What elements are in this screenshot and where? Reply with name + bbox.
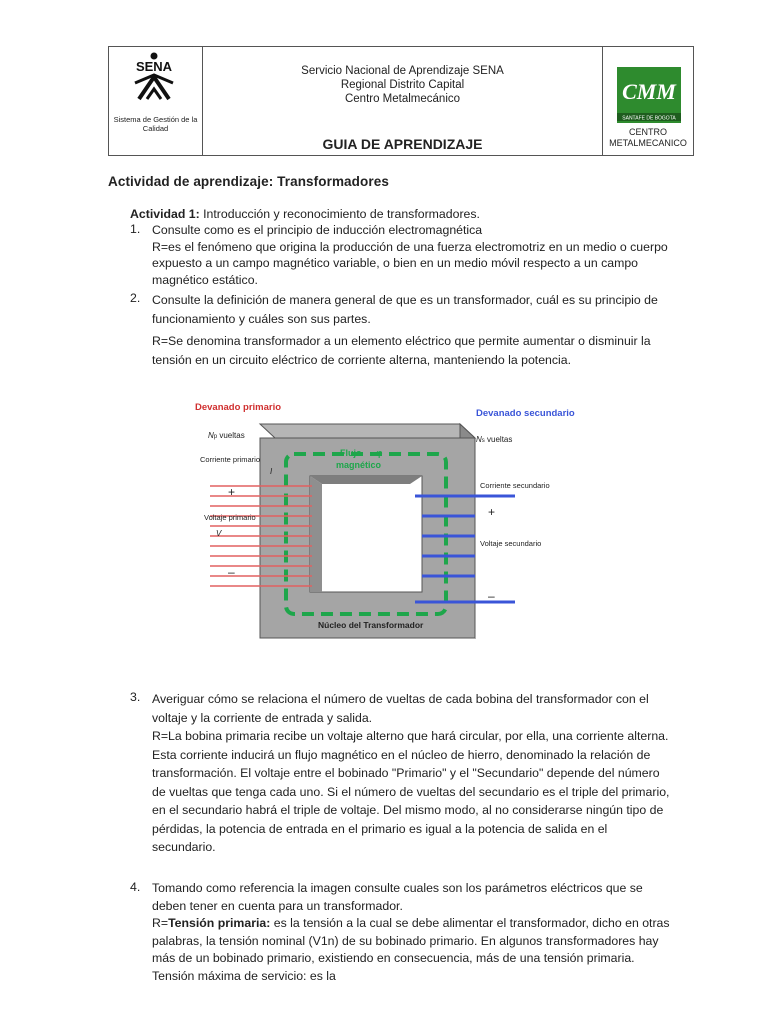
- list-item: [152, 291, 672, 369]
- transformer-figure: [190, 396, 575, 644]
- primary-voltage-symbol: V: [216, 529, 222, 538]
- list-item: [152, 222, 672, 288]
- turns-word: vueltas: [219, 431, 245, 440]
- answer-term: Tensión primaria:: [168, 916, 271, 930]
- sena-logo-text: SENA: [135, 59, 173, 74]
- answer-text: es la tensión a la cual se debe alimentar el transformador, dicho en otras palabras, la tensión nominal (V1n) de su bobinado primario. En algunos transformadores hay más de un bobinado primario, existiendo en consecuencia, más de una tensión primaria. Tensión máxima de servicio: es la: [152, 916, 670, 983]
- activity-title: Actividad de aprendizaje: Transformadores: [108, 174, 389, 189]
- item-number: 1.: [130, 222, 141, 236]
- primary-turns-sub: p: [213, 434, 218, 440]
- flux-label: Flujo: [340, 448, 362, 458]
- sena-logo-cell: [109, 47, 203, 155]
- primary-voltage-label: Voltaje primario: [204, 513, 256, 522]
- item-question: Consulte la definición de manera general de que es un transformador, cuál es su principio de funcionamiento y cuáles son sus partes.: [152, 293, 658, 326]
- primary-winding-label: Devanado primario: [195, 402, 282, 413]
- secondary-turns-sub: s: [481, 438, 485, 444]
- item-answer: R=Se denomina transformador a un elemento eléctrico que permite aumentar o disminuir la tensión en un circuito eléctrico de corriente alterna, manteniendo la potencia.: [152, 334, 651, 367]
- actividad-1-label: Actividad 1:: [130, 207, 200, 221]
- primary-plus: +: [228, 485, 236, 499]
- item-question: Consulte como es el principio de inducción electromagnética: [152, 223, 483, 237]
- secondary-turns-symbol: N: [476, 435, 482, 444]
- secondary-minus: –: [488, 589, 495, 603]
- item-answer: [152, 915, 672, 985]
- cm-logo-text: CMM: [622, 79, 676, 104]
- flux-symbol: φ: [376, 448, 383, 458]
- item-number: 3.: [130, 690, 141, 704]
- doc-type-title: GUIA DE APRENDIZAJE: [322, 136, 483, 152]
- item-number: 4.: [130, 880, 141, 894]
- institution-line: Regional Distrito Capital: [340, 79, 465, 91]
- flux-label-2: magnético: [336, 460, 382, 470]
- item-question: Tomando como referencia la imagen consulte cuales son los parámetros eléctricos que se deben tener en cuenta para un transformador.: [152, 881, 643, 913]
- primary-current-label: Corriente primario: [200, 455, 261, 464]
- cm-logo: [603, 47, 695, 127]
- secondary-voltage-label: Voltaje secundario: [480, 539, 542, 548]
- turns-word: vueltas: [487, 435, 513, 444]
- item-question: Averiguar cómo se relaciona el número de vueltas de cada bobina del transformador con el voltaje y la corriente de entrada y salida.: [152, 692, 649, 725]
- institution-block: [203, 64, 602, 106]
- sena-logo: [109, 47, 203, 113]
- secondary-plus: +: [488, 505, 496, 519]
- item-answer: R=es el fenómeno que origina la producción de una fuerza electromotriz en un medio o cuerpo expuesto a un campo magnético variable, o bien en un medio móvil respecto a un campo magnético estático.: [152, 239, 668, 287]
- cm-logo-cell: [603, 47, 693, 155]
- institution-line: Servicio Nacional de Aprendizaje SENA: [301, 65, 504, 77]
- svg-text:Np vueltas: [208, 431, 245, 440]
- institution-line: Centro Metalmecánico: [344, 93, 461, 105]
- list-item: [152, 690, 672, 857]
- title-cell: [203, 47, 603, 155]
- header-table: [108, 46, 694, 156]
- primary-current-symbol: I: [270, 467, 273, 476]
- actividad-1-line: [130, 206, 480, 223]
- secondary-current-label: Corriente secundario: [480, 481, 550, 490]
- sena-caption: Sistema de Gestión de la Calidad: [113, 115, 198, 133]
- item-answer: R=La bobina primaria recibe un voltaje alterno que hará circular, por ella, una corriente alterna. Esta corriente inducirá un flujo magnético en el núcleo de hierro, denominado la relación de transformación. El voltaje entre el bobinado "Primario" y el "Secundario" depende del número de vueltas que tenga cada uno. Si el número de vueltas del secundario es el triple del primario, en el secundario habrá el triple de voltaje. Del mismo modo, al no considerarse ningún tipo de pérdidas, la potencia de entrada en el primario es igual a la potencia de salida en el secundario.: [152, 729, 670, 854]
- answer-prefix: R=: [152, 916, 169, 930]
- actividad-1-text: Introducción y reconocimiento de transformadores.: [199, 207, 480, 221]
- list-item: [152, 880, 672, 985]
- secondary-winding-label: Devanado secundario: [476, 408, 575, 419]
- core-label: Núcleo del Transformador: [318, 620, 424, 630]
- cm-caption: CENTRO METALMECANICO: [609, 127, 687, 148]
- svg-text:Ns vueltas: [476, 435, 512, 444]
- cm-logo-band: SANTAFE DE BOGOTA: [622, 115, 676, 122]
- primary-minus: –: [228, 565, 235, 579]
- item-number: 2.: [130, 291, 141, 305]
- primary-turns-symbol: N: [208, 431, 214, 440]
